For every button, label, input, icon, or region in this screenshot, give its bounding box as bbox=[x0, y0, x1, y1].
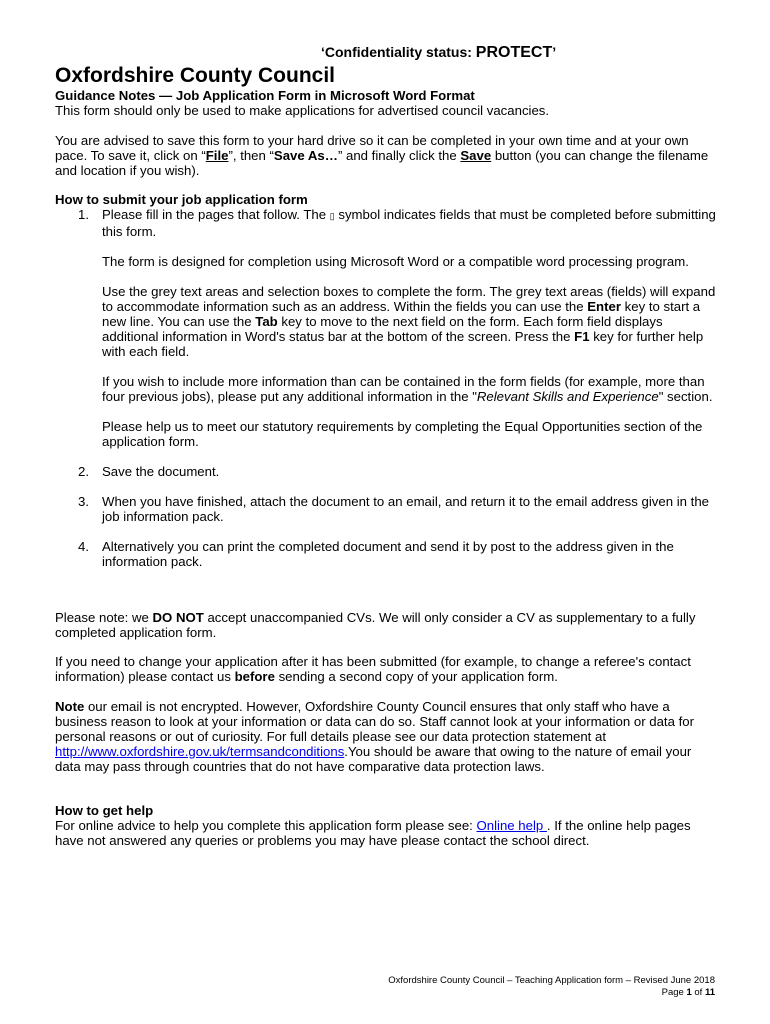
submit-steps-list bbox=[55, 207, 717, 569]
list-item: 1. Please fill in the pages that follow. The ▯ symbol indicates fields that must be completed before submitting this form. The form is designed for completion using Microsoft Word or a compatible word processing program. Use the grey text areas and selection boxes to complete the form. The grey text areas (fields) will expand to accommodate information such as an address. Within the fields you can use the Enter key to start a new line. You can use the Tab key to move to the next field on the form. Each form field displays additional information in Word's status bar at the bottom of the screen. Press the F1 key for further help with each field. If you wish to include more information than can be contained in the form fields (for example, more than four previous jobs), please put any additional information in the "Relevant Skills and Experience" section. Please help us to meet our statutory requirements by completing the Equal Opportunities section of the application form. bbox=[78, 207, 716, 449]
confidentiality-value: PROTECT bbox=[475, 44, 553, 61]
document-title: Oxfordshire County Council bbox=[55, 64, 336, 87]
page-number: Page 1 of 11 bbox=[661, 987, 715, 998]
save-paragraph bbox=[55, 133, 717, 178]
document-subtitle: Guidance Notes — Job Application Form in Microsoft Word Format bbox=[55, 88, 475, 103]
save-text: You are advised to save this form to your hard drive so it can be completed in your own time and at your own pace. To save it, click on “File”, then “Save As…” and finally click the Save button (you can change the filename and location if you wish). bbox=[55, 133, 709, 178]
required-symbol-icon: ▯ bbox=[329, 211, 335, 221]
change-application-paragraph: If you need to change your application after it has been submitted (for example, to change a referee's contact information) please contact us before sending a second copy of your application form. bbox=[55, 654, 691, 684]
list-item: 4. Alternatively you can print the completed document and send it by post to the address given in the information pack. bbox=[78, 539, 674, 569]
intro-paragraph bbox=[55, 103, 717, 118]
list-item: 2. Save the document. bbox=[78, 464, 220, 479]
confidentiality-status bbox=[321, 45, 556, 60]
intro-text: This form should only be used to make applications for advertised council vacancies. bbox=[55, 103, 550, 118]
save-as-label: Save As… bbox=[273, 148, 338, 163]
page-footer bbox=[388, 975, 715, 999]
save-label: Save bbox=[460, 148, 492, 163]
confidentiality-suffix: ’ bbox=[552, 44, 557, 60]
list-item: 3. When you have finished, attach the document to an email, and return it to the email address given in the job information pack. bbox=[78, 494, 709, 524]
confidentiality-label: ‘Confidentiality status: bbox=[321, 44, 476, 60]
footer-text: Oxfordshire County Council – Teaching Application form – Revised June 2018 bbox=[388, 975, 715, 986]
help-heading: How to get help bbox=[55, 803, 154, 818]
file-menu-label: File bbox=[205, 148, 229, 163]
terms-link[interactable]: http://www.oxfordshire.gov.uk/termsandconditions bbox=[55, 744, 345, 759]
submit-heading: How to submit your job application form bbox=[55, 192, 308, 207]
help-paragraph: For online advice to help you complete this application form please see: Online help . If the online help pages have not answered any queries or problems you may have please contact the school direct. bbox=[55, 818, 691, 848]
online-help-link[interactable]: Online help bbox=[476, 818, 547, 833]
email-note-paragraph: Note our email is not encrypted. However, Oxfordshire County Council ensures that only staff who have a business reason to look at your information or data can do so. Staff cannot look at your information or data for personal reasons or out of curiosity. For full details please see our data protection statement at http://www.oxfordshire.gov.uk/termsandconditions.You should be aware that owing to the nature of email your data may pass through countries that do not have comparative data protection laws. bbox=[55, 699, 694, 774]
cv-note-paragraph: Please note: we DO NOT accept unaccompanied CVs. We will only consider a CV as supplementary to a fully completed application form. bbox=[55, 610, 696, 640]
